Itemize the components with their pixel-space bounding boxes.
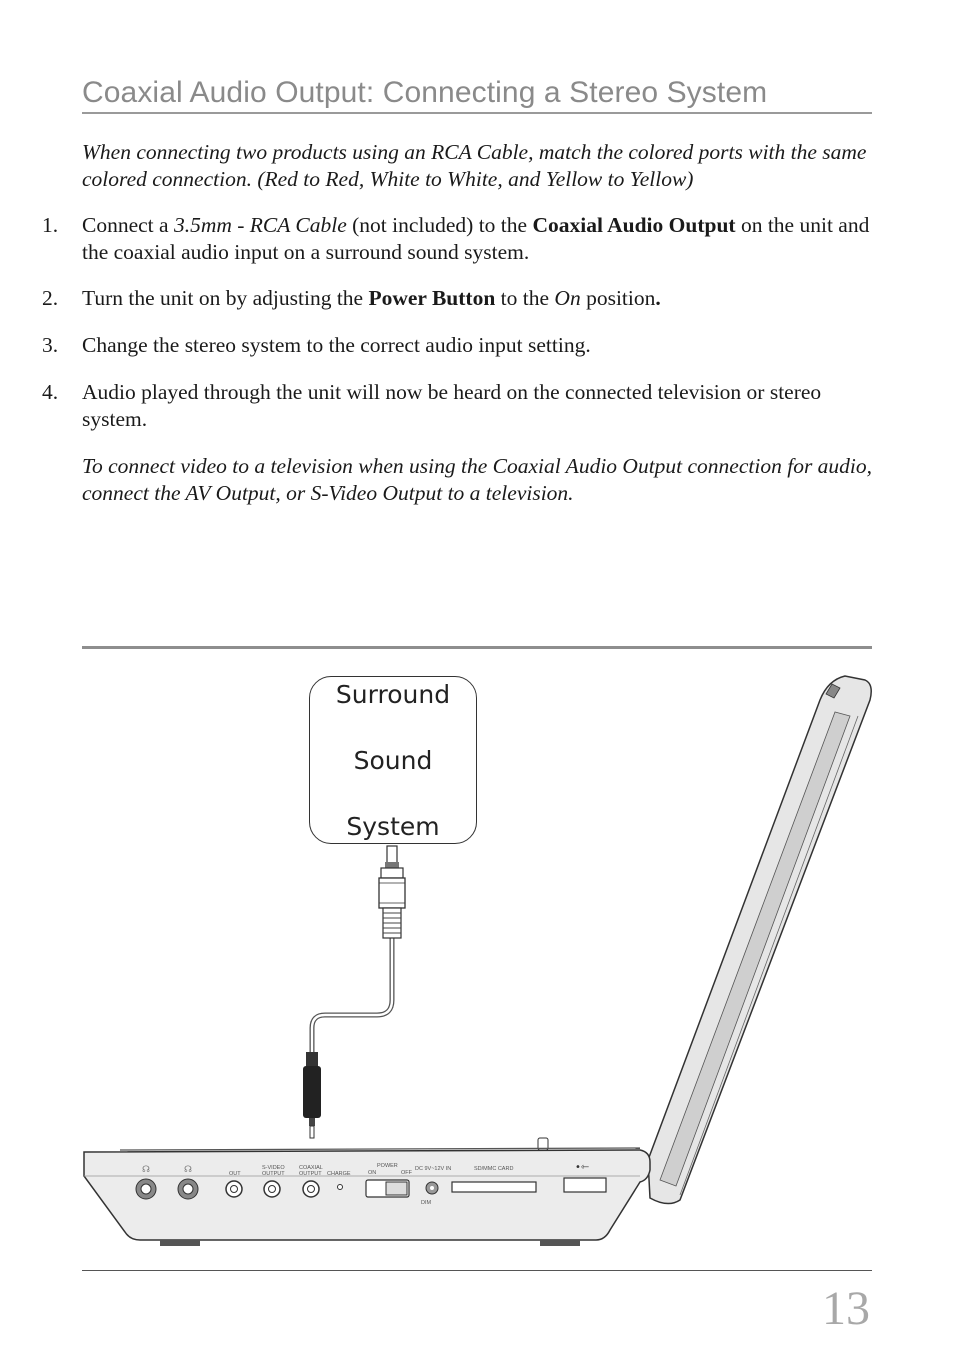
mini-jack-plug — [303, 1052, 321, 1138]
dc-in-port — [426, 1182, 438, 1194]
step-text: Change the stereo system to the correct audio input setting. — [82, 333, 591, 357]
dc-in-label: DC 9V~12V IN — [415, 1166, 452, 1172]
usb-port — [564, 1178, 606, 1192]
coaxial-label: OUTPUT — [299, 1171, 322, 1177]
screen-lid — [648, 676, 871, 1204]
page-title: Coaxial Audio Output: Connecting a Stereo System — [82, 76, 768, 109]
svideo-output-port — [264, 1181, 280, 1197]
step-number: 2. — [42, 286, 59, 310]
on-label: ON — [368, 1170, 377, 1176]
off-label: OFF — [401, 1170, 412, 1176]
av-output-port — [226, 1181, 242, 1197]
charge-led — [338, 1185, 343, 1190]
headphone-icon: ☊ — [142, 1165, 150, 1175]
footer-divider — [82, 1270, 872, 1271]
headphone-jack — [178, 1179, 198, 1199]
power-label: POWER — [377, 1163, 398, 1169]
step-number: 3. — [42, 333, 59, 357]
card-label: SD/MMC CARD — [474, 1166, 514, 1172]
surround-sound-system-box — [309, 676, 477, 844]
usb-icon: •⇽ — [575, 1162, 590, 1173]
step-number: 4. — [42, 380, 59, 404]
svideo-label: S-VIDEO — [262, 1165, 285, 1171]
coaxial-label: COAXIAL — [299, 1165, 323, 1171]
av-out-label: OUT — [229, 1171, 241, 1177]
cable-inner — [312, 938, 392, 1055]
power-switch — [366, 1180, 409, 1197]
coaxial-output-port — [303, 1181, 319, 1197]
rca-plug — [379, 846, 405, 938]
step-text: Turn the unit on by adjusting the Power Button to the On position. — [82, 286, 661, 310]
step-text: Audio played through the unit will now be heard on the connected television or stereo system. — [82, 380, 822, 431]
page-number: 13 — [822, 1282, 870, 1335]
note-paragraph: To connect video to a television when using the Coaxial Audio Output connection for audio, connect the AV Output, or S-Video Output to a television. — [82, 454, 873, 505]
sd-card-slot — [452, 1182, 536, 1192]
headphone-icon: ☊ — [184, 1165, 192, 1175]
step-number: 1. — [42, 213, 59, 237]
intro-paragraph: When connecting two products using an RCA Cable, match the colored ports with the same colored connection. (Red to Red, White to White, and Yellow to Yellow) — [82, 140, 867, 191]
headphone-jack — [136, 1179, 156, 1199]
cable-outer — [312, 938, 392, 1055]
charge-label: CHARGE — [327, 1171, 351, 1177]
step-text: Connect a 3.5mm - RCA Cable (not included) to the Coaxial Audio Output on the unit and the coaxial audio input on a surround sound system. — [82, 213, 870, 264]
dvd-player-base — [84, 1138, 650, 1246]
surround-box-label: Surround Sound System — [335, 679, 451, 841]
dim-label: DIM — [421, 1200, 432, 1206]
svideo-label: OUTPUT — [262, 1171, 285, 1177]
